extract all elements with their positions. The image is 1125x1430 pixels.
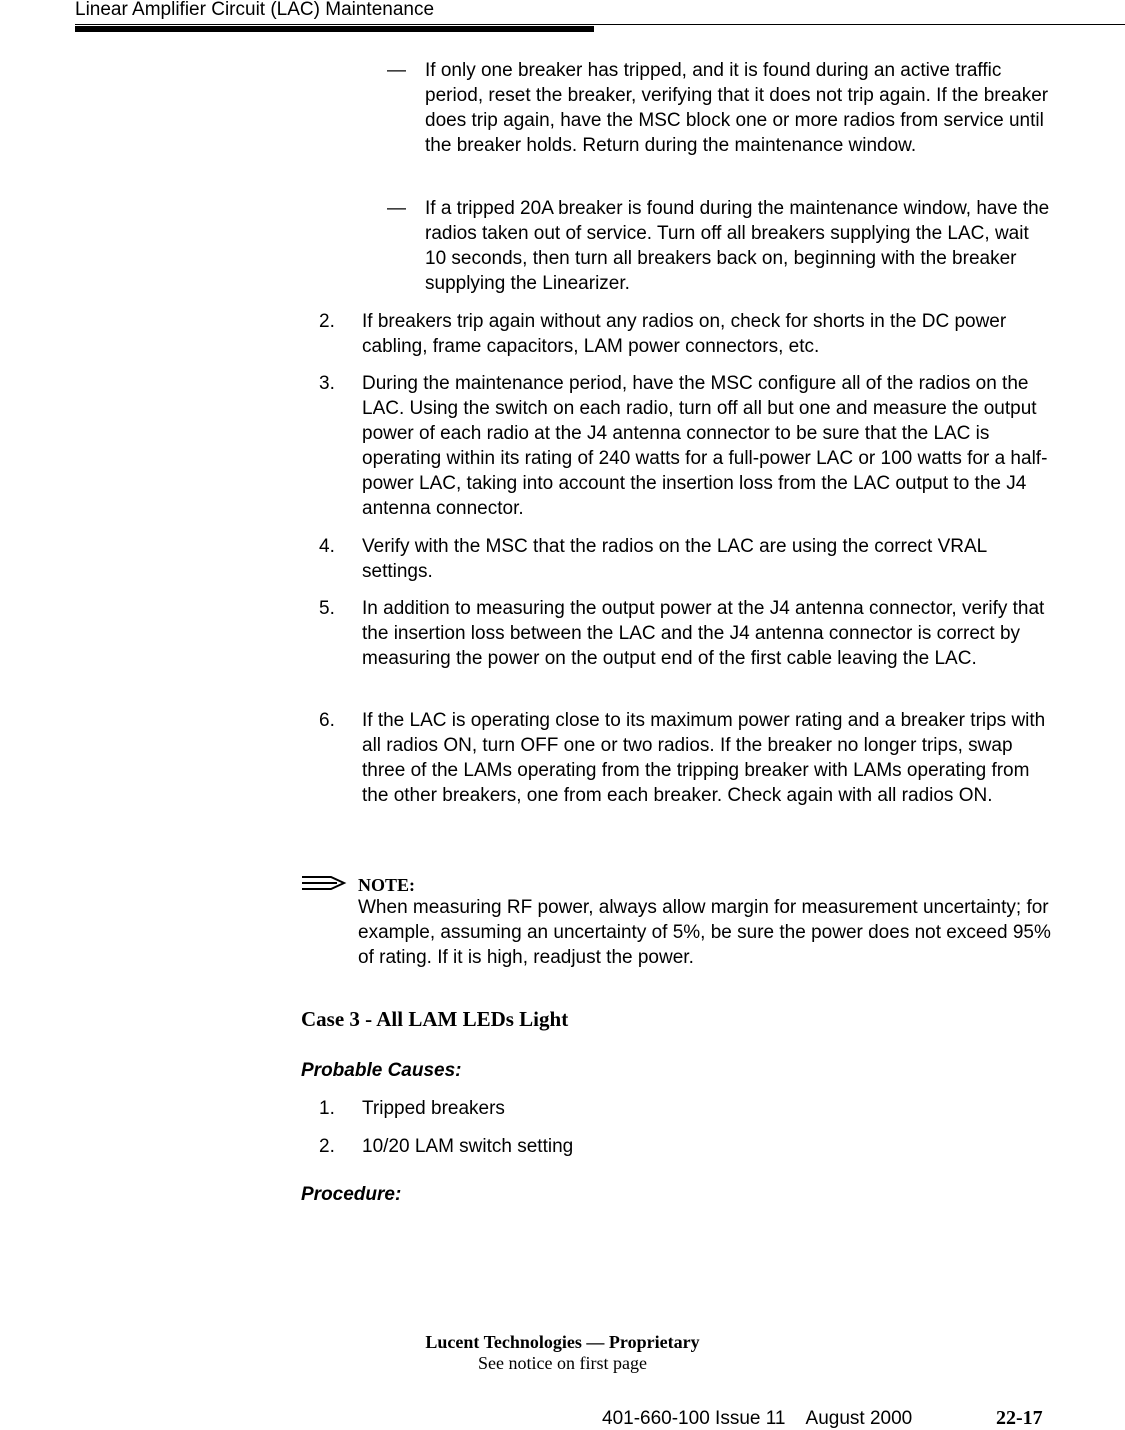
- section-heading: Case 3 - All LAM LEDs Light: [301, 1007, 569, 1031]
- step-text: If breakers trip again without any radios on, check for shorts in the DC power cabling, frame capacitors, LAM power connectors, etc.: [362, 311, 1007, 357]
- dash-item-text: If only one breaker has tripped, and it is found during an active traffic period, reset the breaker, verifying that it does not trip again. If the breaker does trip again, have the MSC block one or more radios from service until the breaker holds. Return during the maintenance window.: [425, 60, 1049, 156]
- header-rule-thin: [75, 24, 1125, 25]
- step-text: In addition to measuring the output power at the J4 antenna connector, verify that the insertion loss between the LAC and the J4 antenna connector is correct by measuring the power on the output end of the first cable leaving the LAC.: [362, 598, 1045, 669]
- procedure-heading: Procedure:: [301, 1184, 402, 1205]
- dash-mark: —: [387, 60, 406, 81]
- cause-number: 1.: [319, 1098, 335, 1119]
- footer-doc-info: 401-660-100 Issue 11 August 2000: [602, 1408, 913, 1429]
- header-rule-thick: [75, 26, 594, 32]
- note-arrow-icon: [301, 874, 347, 892]
- cause-text: 10/20 LAM switch setting: [362, 1136, 574, 1157]
- probable-causes-heading: Probable Causes:: [301, 1060, 462, 1081]
- step-text: Verify with the MSC that the radios on the LAC are using the correct VRAL settings.: [362, 536, 987, 582]
- step-number: 2.: [319, 311, 335, 332]
- cause-number: 2.: [319, 1136, 335, 1157]
- running-header-title: Linear Amplifier Circuit (LAC) Maintenance: [75, 0, 435, 20]
- footer-notice: See notice on first page: [478, 1353, 647, 1373]
- note-label: NOTE:: [358, 875, 416, 895]
- dash-item-text: If a tripped 20A breaker is found during the maintenance window, have the radios taken out of service. Turn off all breakers supplying the LAC, wait 10 seconds, then turn all breakers back on, beginning with the breaker supplying the Linearizer.: [425, 198, 1050, 294]
- cause-text: Tripped breakers: [362, 1098, 505, 1119]
- step-number: 4.: [319, 536, 335, 557]
- step-text: If the LAC is operating close to its maximum power rating and a breaker trips with all radios ON, turn OFF one or two radios. If the breaker no longer trips, swap three of the LAMs operating from the tripping breaker with LAMs operating from the other breakers, one from each breaker. Check again with all radios ON.: [362, 710, 1046, 806]
- note-text: When measuring RF power, always allow margin for measurement uncertainty; for example, assuming an uncertainty of 5%, be sure the power does not exceed 95% of rating. If it is high, readjust the power.: [358, 897, 1051, 968]
- step-text: During the maintenance period, have the MSC configure all of the radios on the LAC. Using the switch on each radio, turn off all but one and measure the output power of each radio at the J4 antenna connector to be sure that the LAC is operating within its rating of 240 watts for a full-power LAC or 100 watts for a half-power LAC, taking into account the insertion loss from the LAC output to the J4 antenna connector.: [362, 373, 1048, 519]
- dash-mark: —: [387, 198, 406, 219]
- step-number: 6.: [319, 710, 335, 731]
- footer-company: Lucent Technologies — Proprietary: [425, 1332, 700, 1352]
- page-number: 22-17: [996, 1407, 1043, 1429]
- step-number: 5.: [319, 598, 335, 619]
- step-number: 3.: [319, 373, 335, 394]
